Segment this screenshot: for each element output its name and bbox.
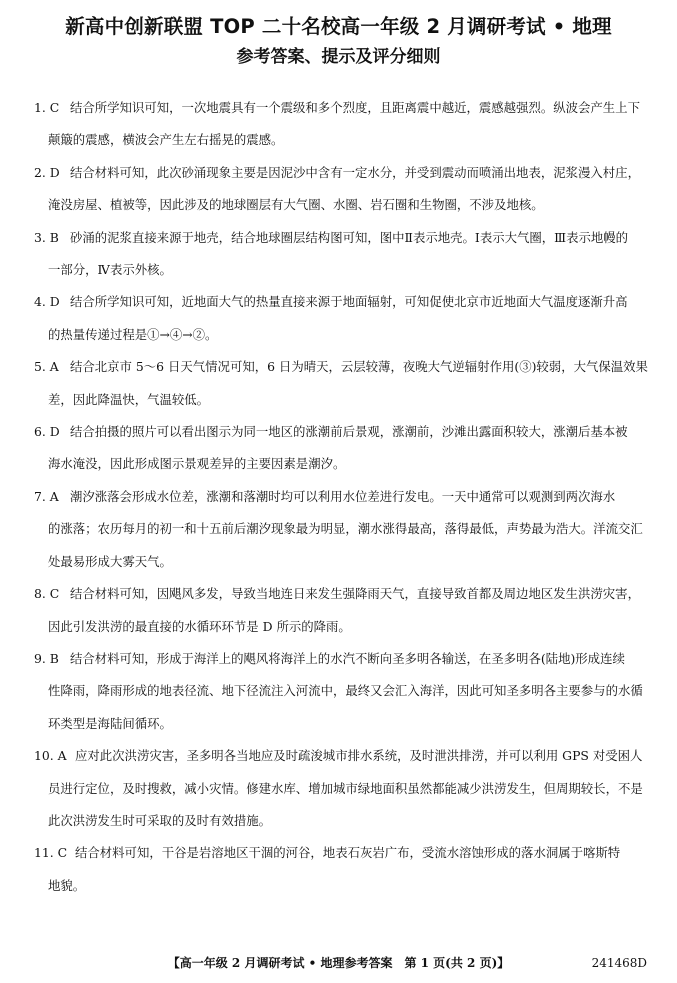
answer-label: 11. C xyxy=(34,845,68,861)
answer-item xyxy=(34,416,650,481)
answer-first-line xyxy=(34,481,650,513)
answer-continuation: 差，因此降温快，气温较低。 xyxy=(48,391,210,407)
answer-first-line xyxy=(34,643,650,675)
page-title: 新高中创新联盟 TOP 二十名校高一年级 2 月调研考试 • 地理 xyxy=(65,15,612,38)
answer-label: 6. D xyxy=(34,424,60,440)
answer-continuation: 环类型是海陆间循环。 xyxy=(48,715,172,731)
answer-text: 结合材料可知，干谷是岩溶地区干涸的河谷，地表石灰岩广布，受流水溶蚀形成的落水洞属于喀斯特 xyxy=(75,845,621,861)
answer-first-line xyxy=(34,92,650,124)
answer-text: 潮汐涨落会形成水位差，涨潮和落潮时均可以利用水位差进行发电。一天中通常可以观测到两次海水 xyxy=(70,488,616,504)
footer-text: 【高一年级 2 月调研考试 • 地理参考答案 第 1 页(共 2 页)】 xyxy=(167,956,510,970)
answer-text: 结合北京市 5～6 日天气情况可知，6 日为晴天，云层较薄，夜晚大气逆辐射作用(③)较弱，大气保温效果 xyxy=(70,359,648,375)
answer-first-line xyxy=(34,222,650,254)
answer-text: 结合所学知识可知，近地面大气的热量直接来源于地面辐射，可知促使北京市近地面大气温度逐渐升高 xyxy=(70,294,628,310)
answer-continuation: 员进行定位，及时搜救，减小灾情。修建水库、增加城市绿地面积虽然都能减少洪涝发生，但周期较长，不是 xyxy=(48,780,643,796)
answer-first-line xyxy=(34,286,650,318)
answer-item xyxy=(34,222,650,287)
answer-label: 2. D xyxy=(34,164,60,180)
answer-text: 结合所学知识可知，一次地震具有一个震级和多个烈度，且距离震中越近，震感越强烈。纵波会产生上下 xyxy=(70,100,640,115)
answer-continuation: 处最易形成大雾天气。 xyxy=(48,553,172,569)
answer-item xyxy=(34,286,650,351)
answer-text: 结合材料可知，因飓风多发，导致当地连日来发生强降雨天气，直接导致首都及周边地区发生洪涝灾害， xyxy=(70,586,640,602)
answer-item xyxy=(34,643,650,740)
page-footer xyxy=(0,955,677,971)
answer-item xyxy=(34,578,650,643)
answer-first-line xyxy=(34,837,650,869)
answer-continuation: 一部分，Ⅳ表示外核。 xyxy=(48,262,172,278)
answer-continuation: 海水淹没，因此形成图示景观差异的主要因素是潮汐。 xyxy=(48,456,346,472)
document-code: 241468D xyxy=(591,956,647,970)
answer-first-line xyxy=(34,740,650,772)
page-subtitle: 参考答案、提示及评分细则 xyxy=(236,47,441,67)
answer-list xyxy=(34,92,650,902)
answer-label: 8. C xyxy=(34,586,60,602)
answer-continuation: 的热量传递过程是①→④→②。 xyxy=(48,326,218,342)
answer-label: 9. B xyxy=(34,650,59,666)
answer-item xyxy=(34,157,650,222)
answer-item xyxy=(34,740,650,837)
answer-first-line xyxy=(34,416,650,448)
answer-continuation: 此次洪涝发生时可采取的及时有效措施。 xyxy=(48,812,272,828)
answer-continuation: 的涨落；农历每月的初一和十五前后潮汐现象最为明显，潮水涨得最高，落得最低，声势最为浩大。洋流交汇 xyxy=(48,521,643,537)
answer-text: 结合材料可知，此次砂涌现象主要是因泥沙中含有一定水分，并受到震动而喷涌出地表，泥浆漫入村庄， xyxy=(70,164,640,180)
answer-continuation: 颠簸的震感，横波会产生左右摇晃的震感。 xyxy=(48,132,284,148)
answer-continuation: 淹没房屋、植被等，因此涉及的地球圈层有大气圈、水圈、岩石圈和生物圈，不涉及地核。 xyxy=(48,197,544,213)
answer-first-line xyxy=(34,351,650,383)
answer-text: 结合拍摄的照片可以看出图示为同一地区的涨潮前后景观，涨潮前，沙滩出露面积较大，涨潮后基本被 xyxy=(70,424,628,440)
answer-continuation: 因此引发洪涝的最直接的水循环环节是 D 所示的降雨。 xyxy=(48,618,351,634)
answer-continuation: 地貌。 xyxy=(48,877,86,893)
answer-label: 4. D xyxy=(34,294,60,310)
answer-text: 应对此次洪涝灾害，圣多明各当地应及时疏浚城市排水系统，及时泄洪排涝，并可以利用 GPS 对受困人 xyxy=(75,748,643,764)
answer-continuation: 性降雨，降雨形成的地表径流、地下径流注入河流中，最终又会汇入海洋，因此可知圣多明各主要参与的水循 xyxy=(48,683,643,699)
answer-label: 3. B xyxy=(34,229,59,245)
answer-item xyxy=(34,92,650,157)
answer-text: 结合材料可知，形成于海洋上的飓风将海洋上的水汽不断向圣多明各输送，在圣多明各(陆地)形成连续 xyxy=(70,650,625,666)
answer-first-line xyxy=(34,157,650,189)
answer-label: 5. A xyxy=(34,359,59,375)
answer-first-line xyxy=(34,578,650,610)
answer-text: 砂涌的泥浆直接来源于地壳，结合地球圈层结构图可知，图中Ⅱ表示地壳。Ⅰ表示大气圈，Ⅲ表示地幔的 xyxy=(70,229,629,245)
answer-label: 7. A xyxy=(34,488,59,504)
answer-label: 10. A xyxy=(34,748,67,764)
answer-item xyxy=(34,481,650,578)
answer-item xyxy=(34,351,650,416)
answer-item xyxy=(34,837,650,902)
answer-label: 1. C xyxy=(34,100,60,115)
